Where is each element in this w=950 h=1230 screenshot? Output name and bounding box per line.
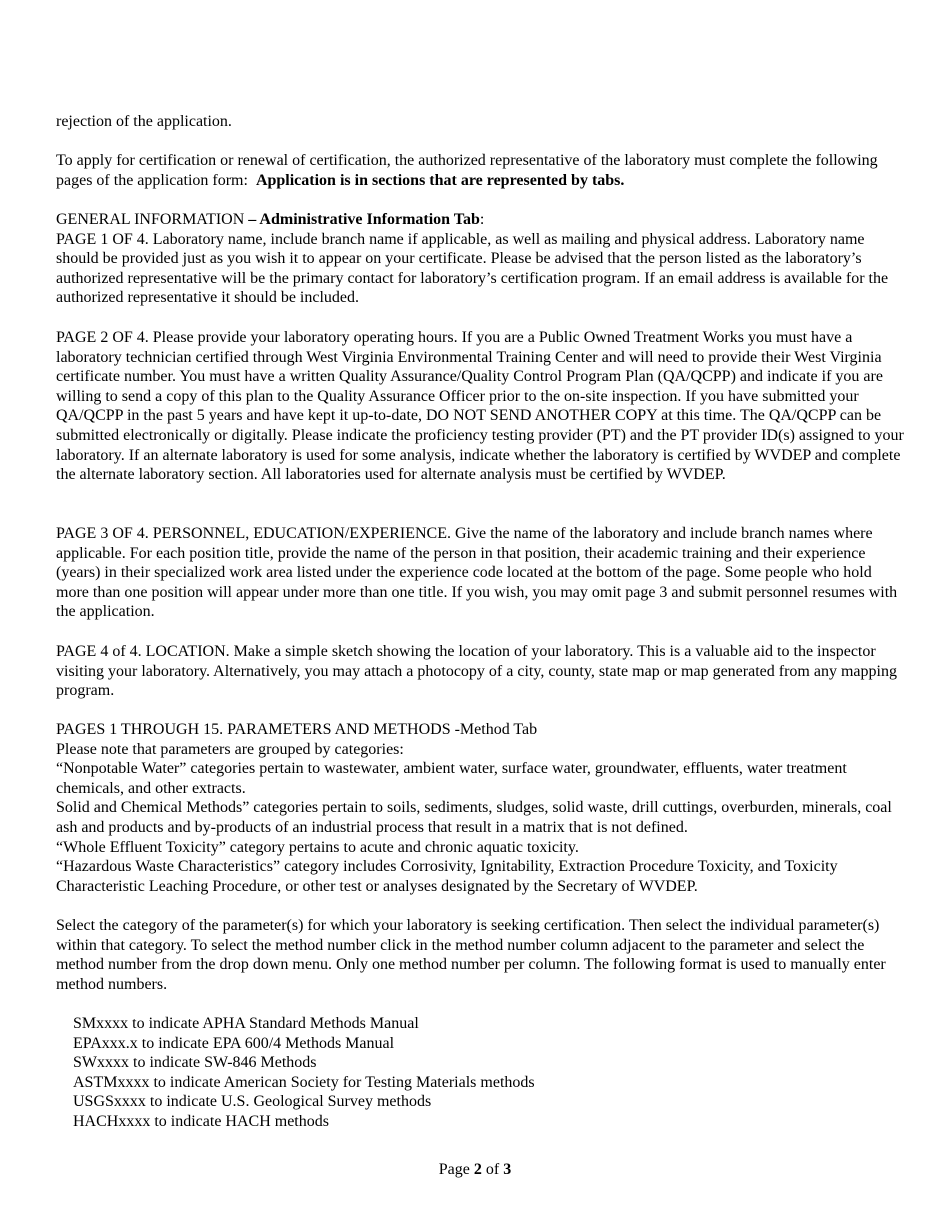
general-heading: GENERAL INFORMATION – Administrative Information Tab: [56,211,485,228]
apply-bold-text: Application is in sections that are represented by tabs. [255,171,625,189]
format-item: ASTMxxxx to indicate American Society for Testing Materials methods [73,1073,535,1091]
page-footer: Page 2 of 3 [438,1161,512,1178]
general-information-section [56,210,906,308]
parameters-heading: PAGES 1 THROUGH 15. PARAMETERS AND METHODS -Method Tab [56,721,538,738]
select-instructions: Select the category of the parameter(s) for which your laboratory is seeking certification. Then select the individual parameter(s) within that category. To select the method number click in the method number column adjacent to the parameter and select the method number from the drop down menu. Only one method number per column. The following format is used to manually enter method numbers. [56,917,886,993]
page2-description: PAGE 2 OF 4. Please provide your laboratory operating hours. If you are a Public Owned Treatment Works you must have a laboratory technician certified through West Virginia Environmental Training Center and will need to provide their West Virginia certificate number. You must have a written Quality Assurance/Quality Control Program Plan (QA/QCPP) and indicate if you are willing to send a copy of this plan to the Quality Assurance Officer prior to the on-site inspection. If you have submitted your QA/QCPP in the past 5 years and have kept it up-to-date, DO NOT SEND ANOTHER COPY at this time. The QA/QCPP can be submitted electronically or digitally. Please indicate the proficiency testing provider (PT) and the PT provider ID(s) assigned to your laboratory. If an alternate laboratory is used for some analysis, indicate whether the laboratory is certified by WVDEP and complete the alternate laboratory section. All laboratories used for alternate analysis must be certified by WVDEP. [56,329,904,484]
wet-category: “Whole Effluent Toxicity” category pertains to acute and chronic aquatic toxicity. [56,838,579,856]
total-pages-number: 3 [503,1161,512,1178]
method-format-list [73,1014,923,1132]
format-item: SMxxxx to indicate APHA Standard Methods Manual [73,1015,419,1032]
format-item: EPAxxx.x to indicate EPA 600/4 Methods Manual [73,1034,395,1052]
page1-description: PAGE 1 OF 4. Laboratory name, include branch name if applicable, as well as mailing and physical address. Laboratory name should be provided just as you wish it to appear on your certificate. Please be advised that the person listed as the laboratory’s authorized representative will be the primary contact for laboratory’s certification program. If an email address is available for the authorized representative it should be included. [56,230,889,307]
apply-text: To apply for certification or renewal of certification, the authorized representative of the laboratory must complete the following pages of the application form: [56,152,878,189]
solid-category: Solid and Chemical Methods” categories pertain to soils, sediments, sludges, solid waste, drill cuttings, overburden, minerals, coal ash and products and by-products of an industrial process that result in a matrix that is not defined. [56,799,892,836]
parameters-section [56,720,906,896]
format-item: SWxxxx to indicate SW-846 Methods [73,1054,317,1072]
nonpotable-category: “Nonpotable Water” categories pertain to wastewater, ambient water, surface water, groundwater, effluents, water treatment chemicals, and other extracts. [56,760,847,797]
hazardous-category: “Hazardous Waste Characteristics” category includes Corrosivity, Ignitability, Extraction Procedure Toxicity, and Toxicity Characteristic Leaching Procedure, or other test or analyses designated by the Secretary of WVDEP. [56,858,838,895]
page4-description: PAGE 4 of 4. LOCATION. Make a simple sketch showing the location of your laboratory. This is a valuable aid to the inspector visiting your laboratory. Alternatively, you may attach a photocopy of a city, county, state map or map generated from any mapping program. [56,643,897,700]
intro-continuation: rejection of the application. [56,113,232,130]
parameters-note: Please note that parameters are grouped by categories: [56,740,404,758]
format-item: USGSxxxx to indicate U.S. Geological Survey methods [73,1093,432,1111]
format-item: HACHxxxx to indicate HACH methods [73,1112,329,1130]
page3-description: PAGE 3 OF 4. PERSONNEL, EDUCATION/EXPERIENCE. Give the name of the laboratory and include branch names where applicable. For each position title, provide the name of the person in that position, their academic training and their experience (years) in their specialized work area listed under the experience code located at the bottom of the page. Some people who hold more than one position will appear under more than one title. If you wish, you may omit page 3 and submit personnel resumes with the application. [56,525,898,621]
apply-paragraph [56,151,906,190]
current-page-number: 2 [473,1161,482,1178]
